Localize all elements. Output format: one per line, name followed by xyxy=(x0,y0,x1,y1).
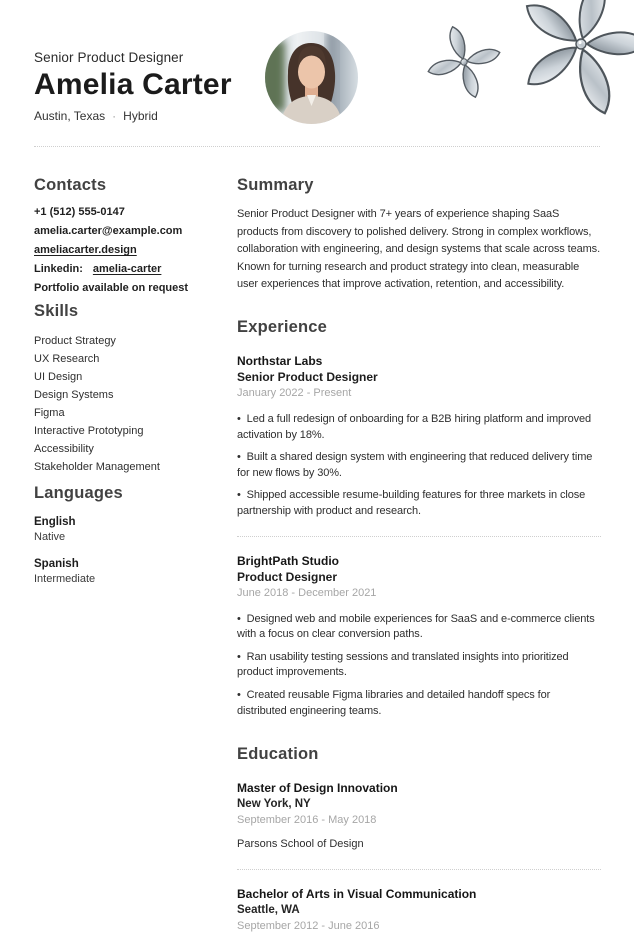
degree-name: Bachelor of Arts in Visual Communication xyxy=(237,887,477,902)
education-dates: September 2016 - May 2018 xyxy=(237,814,377,827)
experience-entry xyxy=(237,353,601,520)
profile-photo xyxy=(265,31,358,124)
header-job-title: Senior Product Designer xyxy=(34,50,184,65)
location-separator: · xyxy=(112,109,117,123)
summary-paragraph: Known for turning research and product strategy into clean, measurable user experiences that improve activation, retention, and accessibility. xyxy=(237,260,580,291)
phone-number: +1 (512) 555-0147 xyxy=(34,206,125,218)
person-name: Amelia Carter xyxy=(34,68,232,101)
job-bullet: • Designed web and mobile experiences for SaaS and e-commerce clients with a focus on clear conversion paths. xyxy=(237,612,601,643)
language-item xyxy=(34,515,210,544)
languages-heading: Languages xyxy=(34,484,123,502)
summary-text xyxy=(237,206,601,294)
decorative-flowers-image xyxy=(410,0,634,142)
language-name: Spanish xyxy=(34,558,79,570)
contacts-heading: Contacts xyxy=(34,176,107,194)
job-bullet: • Created reusable Figma libraries and detailed handoff specs for distributed engineering teams. xyxy=(237,688,601,719)
job-bullet: • Ran usability testing sessions and translated insights into prioritized product improvements. xyxy=(237,650,601,681)
portfolio-note: Portfolio available on request xyxy=(34,282,189,294)
location-line xyxy=(34,109,232,123)
skills-list xyxy=(34,332,210,476)
skill-item: Stakeholder Management xyxy=(34,461,160,473)
right-column xyxy=(237,168,601,934)
job-bullet: • Led a full redesign of onboarding for a B2B hiring platform and improved activation by 18%. xyxy=(237,412,601,443)
company-name: BrightPath Studio xyxy=(237,553,339,568)
education-heading: Education xyxy=(237,745,319,764)
job-dates: January 2022 - Present xyxy=(237,386,352,399)
degree-name: Master of Design Innovation xyxy=(237,781,398,796)
skills-heading: Skills xyxy=(34,302,79,320)
left-column xyxy=(34,168,210,586)
experience-heading: Experience xyxy=(237,317,328,336)
job-bullet: • Shipped accessible resume-building features for three markets in close partnership with product and research. xyxy=(237,488,601,519)
job-role: Product Designer xyxy=(237,569,338,584)
skill-item: UI Design xyxy=(34,371,83,383)
experience-divider xyxy=(237,536,601,537)
location-text: Austin, Texas xyxy=(34,109,106,123)
education-location: Seattle, WA xyxy=(237,904,300,917)
skill-item: Interactive Prototyping xyxy=(34,425,144,437)
school-name: Parsons School of Design xyxy=(237,838,364,851)
work-mode-text: Hybrid xyxy=(123,109,158,123)
job-bullets xyxy=(237,412,601,520)
experience-entry xyxy=(237,553,601,720)
summary-paragraph: Senior Product Designer with 7+ years of experience shaping SaaS products from discovery to polished delivery. Strong in complex workflows, collaboration with engineering, and design systems that scale across teams. xyxy=(237,208,601,256)
skill-item: Product Strategy xyxy=(34,335,116,347)
skill-item: Figma xyxy=(34,407,65,419)
linkedin-link[interactable]: amelia-carter xyxy=(92,263,162,275)
education-divider xyxy=(237,869,601,870)
email-address: amelia.carter@example.com xyxy=(34,225,183,237)
job-role: Senior Product Designer xyxy=(237,369,378,384)
job-bullet: • Built a shared design system with engineering that reduced delivery time for new flows by 30%. xyxy=(237,450,601,481)
header xyxy=(34,50,232,123)
job-dates: June 2018 - December 2021 xyxy=(237,586,377,599)
website-link[interactable]: ameliacarter.design xyxy=(34,244,137,256)
language-item xyxy=(34,557,210,586)
education-entry xyxy=(237,886,601,934)
header-divider xyxy=(34,146,600,147)
language-level: Native xyxy=(34,531,66,543)
language-name: English xyxy=(34,516,76,528)
skill-item: Design Systems xyxy=(34,389,114,401)
company-name: Northstar Labs xyxy=(237,353,323,368)
skill-item: UX Research xyxy=(34,353,100,365)
language-level: Intermediate xyxy=(34,573,96,585)
education-location: New York, NY xyxy=(237,798,311,811)
contacts-list xyxy=(34,207,210,294)
skill-item: Accessibility xyxy=(34,443,94,455)
job-bullets xyxy=(237,612,601,720)
summary-heading: Summary xyxy=(237,176,314,194)
linkedin-label: Linkedin: xyxy=(34,263,83,275)
education-dates: September 2012 - June 2016 xyxy=(237,920,380,933)
education-entry xyxy=(237,780,601,852)
